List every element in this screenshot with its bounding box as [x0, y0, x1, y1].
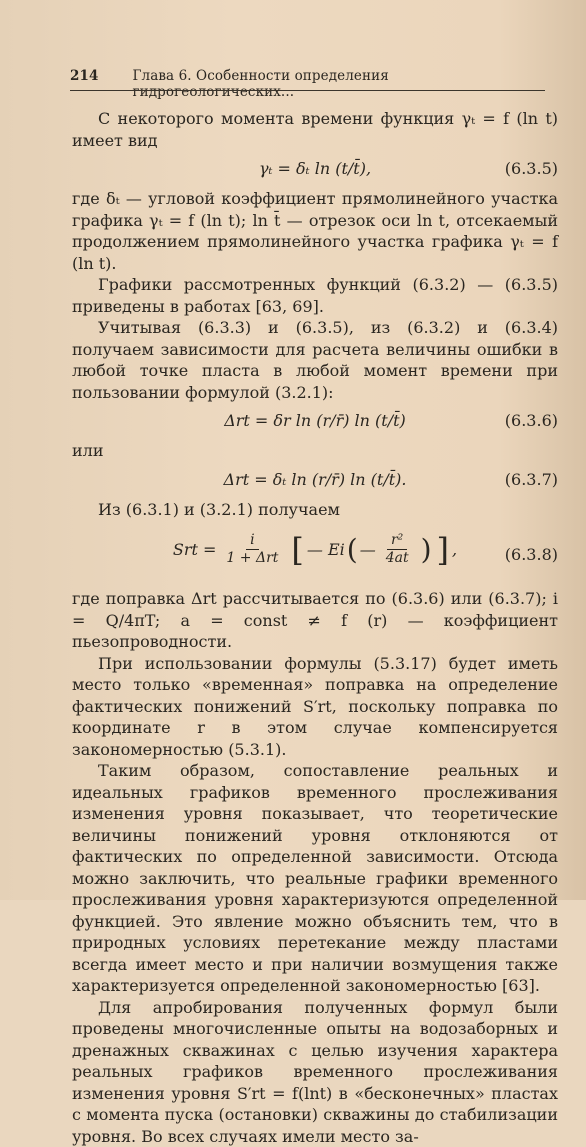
equation-6-3-5-body: γₜ = δₜ ln (t/t̄), [72, 158, 558, 180]
paragraph-4: Учитывая (6.3.3) и (6.3.5), из (6.3.2) и (6.3.4) получаем зависимости для расчета величины ошибки в любой точке пласта в любой момент времени при пользовании формулой (3.2.1): [72, 317, 558, 403]
paragraph-6: где поправка Δrt рассчитывается по (6.3.6) или (6.3.7); i = Q/4πT; a = const ≠ f (r) — коэффициент пьезопроводности. [72, 588, 558, 653]
eq4-bracket-open: [ [291, 534, 303, 566]
running-title: Глава 6. Особенности определения гидрогеологических... [132, 68, 545, 100]
eq4-minus: — [360, 539, 376, 561]
equation-6-3-7-body: Δrt = δₜ ln (r/r̄) ln (t/t̄). [72, 469, 558, 491]
equation-6-3-5-number: (6.3.5) [505, 158, 558, 180]
eq4-fraction [222, 532, 282, 567]
eq4-fraction-2-top: r² [387, 532, 407, 550]
paragraph-5: Из (6.3.1) и (3.2.1) получаем [72, 499, 558, 521]
equation-6-3-8 [72, 532, 558, 576]
equation-6-3-8-body [72, 532, 558, 567]
paragraph-1: С некоторого момента времени функция γₜ = f (ln t) имеет вид [72, 108, 558, 151]
paragraph-2: где δₜ — угловой коэффициент прямолинейного участка графика γₜ = f (ln t); ln t̄ — отрезок оси ln t, отсекаемый продолжением прямолинейного участка графика γₜ = f (ln t). [72, 188, 558, 274]
word-or: или [72, 440, 558, 462]
eq4-ei: — Ei [307, 539, 345, 561]
running-header [70, 68, 545, 100]
equation-6-3-8-number: (6.3.8) [505, 544, 558, 566]
eq4-paren-open: ( [347, 536, 358, 564]
eq4-lhs: Srt = [173, 539, 217, 561]
eq4-fraction-top: i [246, 532, 258, 550]
equation-6-3-6-body: Δrt = δr ln (r/r̄) ln (t/t̄) [72, 410, 558, 432]
page-body [72, 108, 558, 1147]
eq4-tail: , [452, 539, 457, 561]
header-rule [70, 90, 545, 91]
eq4-fraction-2-bottom: 4at [382, 550, 413, 567]
page-number: 214 [70, 68, 98, 84]
eq4-fraction-2 [382, 532, 413, 567]
equation-6-3-5 [72, 158, 558, 180]
equation-6-3-6 [72, 410, 558, 432]
eq4-fraction-bottom: 1 + Δrt [222, 550, 282, 567]
equation-6-3-7 [72, 469, 558, 491]
paragraph-9: Для апробирования полученных формул были проведены многочисленные опыты на водозаборных и дренажных скважинах с целью изучения характера реальных графиков временного прослеживания изменения уровня S′rt = f(lnt) в «бесконечных» пластах с момента пуска (остановки) скважины до стабилизации уровня. Во всех случаях имели место за- [72, 997, 558, 1147]
eq4-bracket-close: ] [437, 534, 449, 566]
paragraph-7: При использовании формулы (5.3.17) будет иметь место только «временная» поправка на определение фактических понижений S′rt, поскольку поправка по координате r в этом случае компенсируется закономерностью (5.3.1). [72, 653, 558, 761]
paragraph-3: Графики рассмотренных функций (6.3.2) — (6.3.5) приведены в работах [63, 69]. [72, 274, 558, 317]
equation-6-3-7-number: (6.3.7) [505, 469, 558, 491]
equation-6-3-6-number: (6.3.6) [505, 410, 558, 432]
eq4-paren-close: ) [421, 536, 432, 564]
paragraph-8: Таким образом, сопоставление реальных и идеальных графиков временного прослеживания изменения уровня показывает, что теоретические величины понижений уровня отклоняются от фактических по определенной зависимости. Отсюда можно заключить, что реальные графики временного прослеживания уровня характеризуются определенной функцией. Это явление можно объяснить тем, что в природных условиях перетекание между пластами всегда имеет место и при наличии возмущения также характеризуется определенной закономерностью [63]. [72, 760, 558, 997]
